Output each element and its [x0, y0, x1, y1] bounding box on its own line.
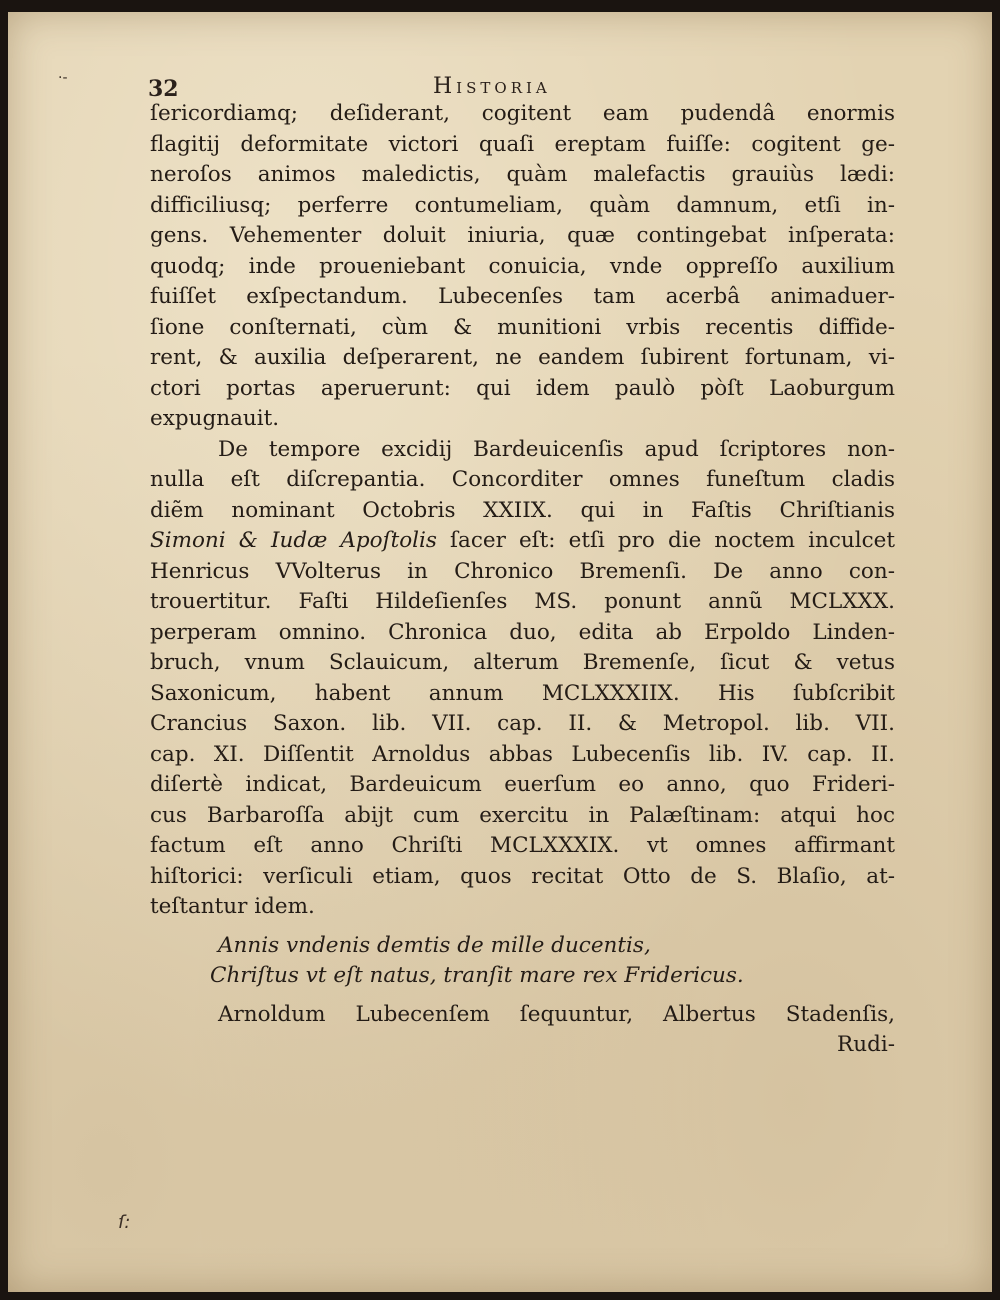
text-line: Saxonicum, habent annum MCLXXXIIX. His ſubſcribit [150, 680, 895, 706]
verse-line: Annis vndenis demtis de mille ducentis, [218, 932, 651, 958]
text-line: cap. XI. Diſſentit Arnoldus abbas Lubecenſis lib. IV. cap. II. [150, 741, 895, 767]
text-line: fuiſſet exſpectandum. Lubecenſes tam acerbâ animaduer- [150, 284, 895, 309]
text-line: gens. Vehementer doluit iniuria, quæ contingebat inſperata: [150, 223, 895, 248]
text-line: difficiliusq; perferre contumeliam, quàm damnum, etſi in- [150, 192, 895, 218]
text-line-with-italic [150, 526, 895, 557]
text-line: flagitij deformitate victori quaſi ereptam fuiſſe: cogitent ge- [150, 131, 895, 157]
text-line: bruch, vnum Sclauicum, alterum Bremenſe, ſicut & vetus [150, 650, 895, 675]
text-line: ctori portas aperuerunt: qui idem paulò pòſt Laoburgum [150, 375, 895, 401]
paragraph-first-line: Arnoldum Lubecenſem ſequuntur, Albertus Stadenſis, [218, 1001, 895, 1027]
text-line: diẽm nominant Octobris XXIIX. qui in Faſtis Chriſtianis [150, 497, 895, 523]
text-line: expugnauit. [150, 406, 280, 431]
paragraph-first-line: De tempore excidij Bardeuicenſis apud ſcriptores non- [218, 436, 895, 462]
text-line: cus Barbaroſſa abijt cum exercitu in Palæſtinam: atqui hoc [150, 802, 895, 828]
text-line: neroſos animos maledictis, quàm malefactis grauiùs lædi: [150, 162, 895, 187]
margin-speck-icon: ſ: [118, 1212, 131, 1233]
verse-line: Chriſtus vt eſt natus, tranſit mare rex Fridericus. [210, 963, 744, 988]
text-line: ſione conſternati, cùm & munitioni vrbis recentis diffide- [150, 314, 895, 340]
text-line: diſertè indicat, Bardeuicum euerſum eo anno, quo Frideri- [150, 772, 895, 797]
text-line: Crancius Saxon. lib. VII. cap. II. & Metropol. lib. VII. [150, 711, 895, 736]
body-text [150, 99, 895, 1061]
text-line: trouertitur. Faſti Hildeſienſes MS. ponunt annũ MCLXXX. [150, 589, 895, 614]
text-line: factum eſt anno Chriſti MCLXXXIX. vt omnes affirmant [150, 833, 895, 858]
text-segment: ſacer eſt: etſi pro die noctem inculcet [436, 528, 895, 553]
text-line: perperam omnino. Chronica duo, edita ab Erpoldo Linden- [150, 619, 895, 645]
page-number: 32 [148, 76, 179, 102]
margin-speck-icon: ·- [58, 70, 68, 86]
text-line: quodq; inde proueniebant conuicia, vnde oppreſſo auxilium [150, 253, 895, 279]
text-line: nulla eſt diſcrepantia. Concorditer omnes funeſtum cladis [150, 467, 895, 492]
running-head-title: Historia [433, 74, 551, 99]
catchword: Rudi- [837, 1032, 895, 1057]
text-line: hiſtorici: verſiculi etiam, quos recitat Otto de S. Blaſio, at- [150, 863, 895, 889]
text-line: ſericordiamq; deſiderant, cogitent eam pudendâ enormis [150, 101, 895, 126]
text-line: Henricus VVolterus in Chronico Bremenſi. De anno con- [150, 558, 895, 584]
text-line: teſtantur idem. [150, 894, 315, 919]
italic-names: Simoni & Iudæ Apoſtolis [150, 528, 437, 553]
text-line: rent, & auxilia deſperarent, ne eandem ſubirent fortunam, vi- [150, 345, 895, 370]
